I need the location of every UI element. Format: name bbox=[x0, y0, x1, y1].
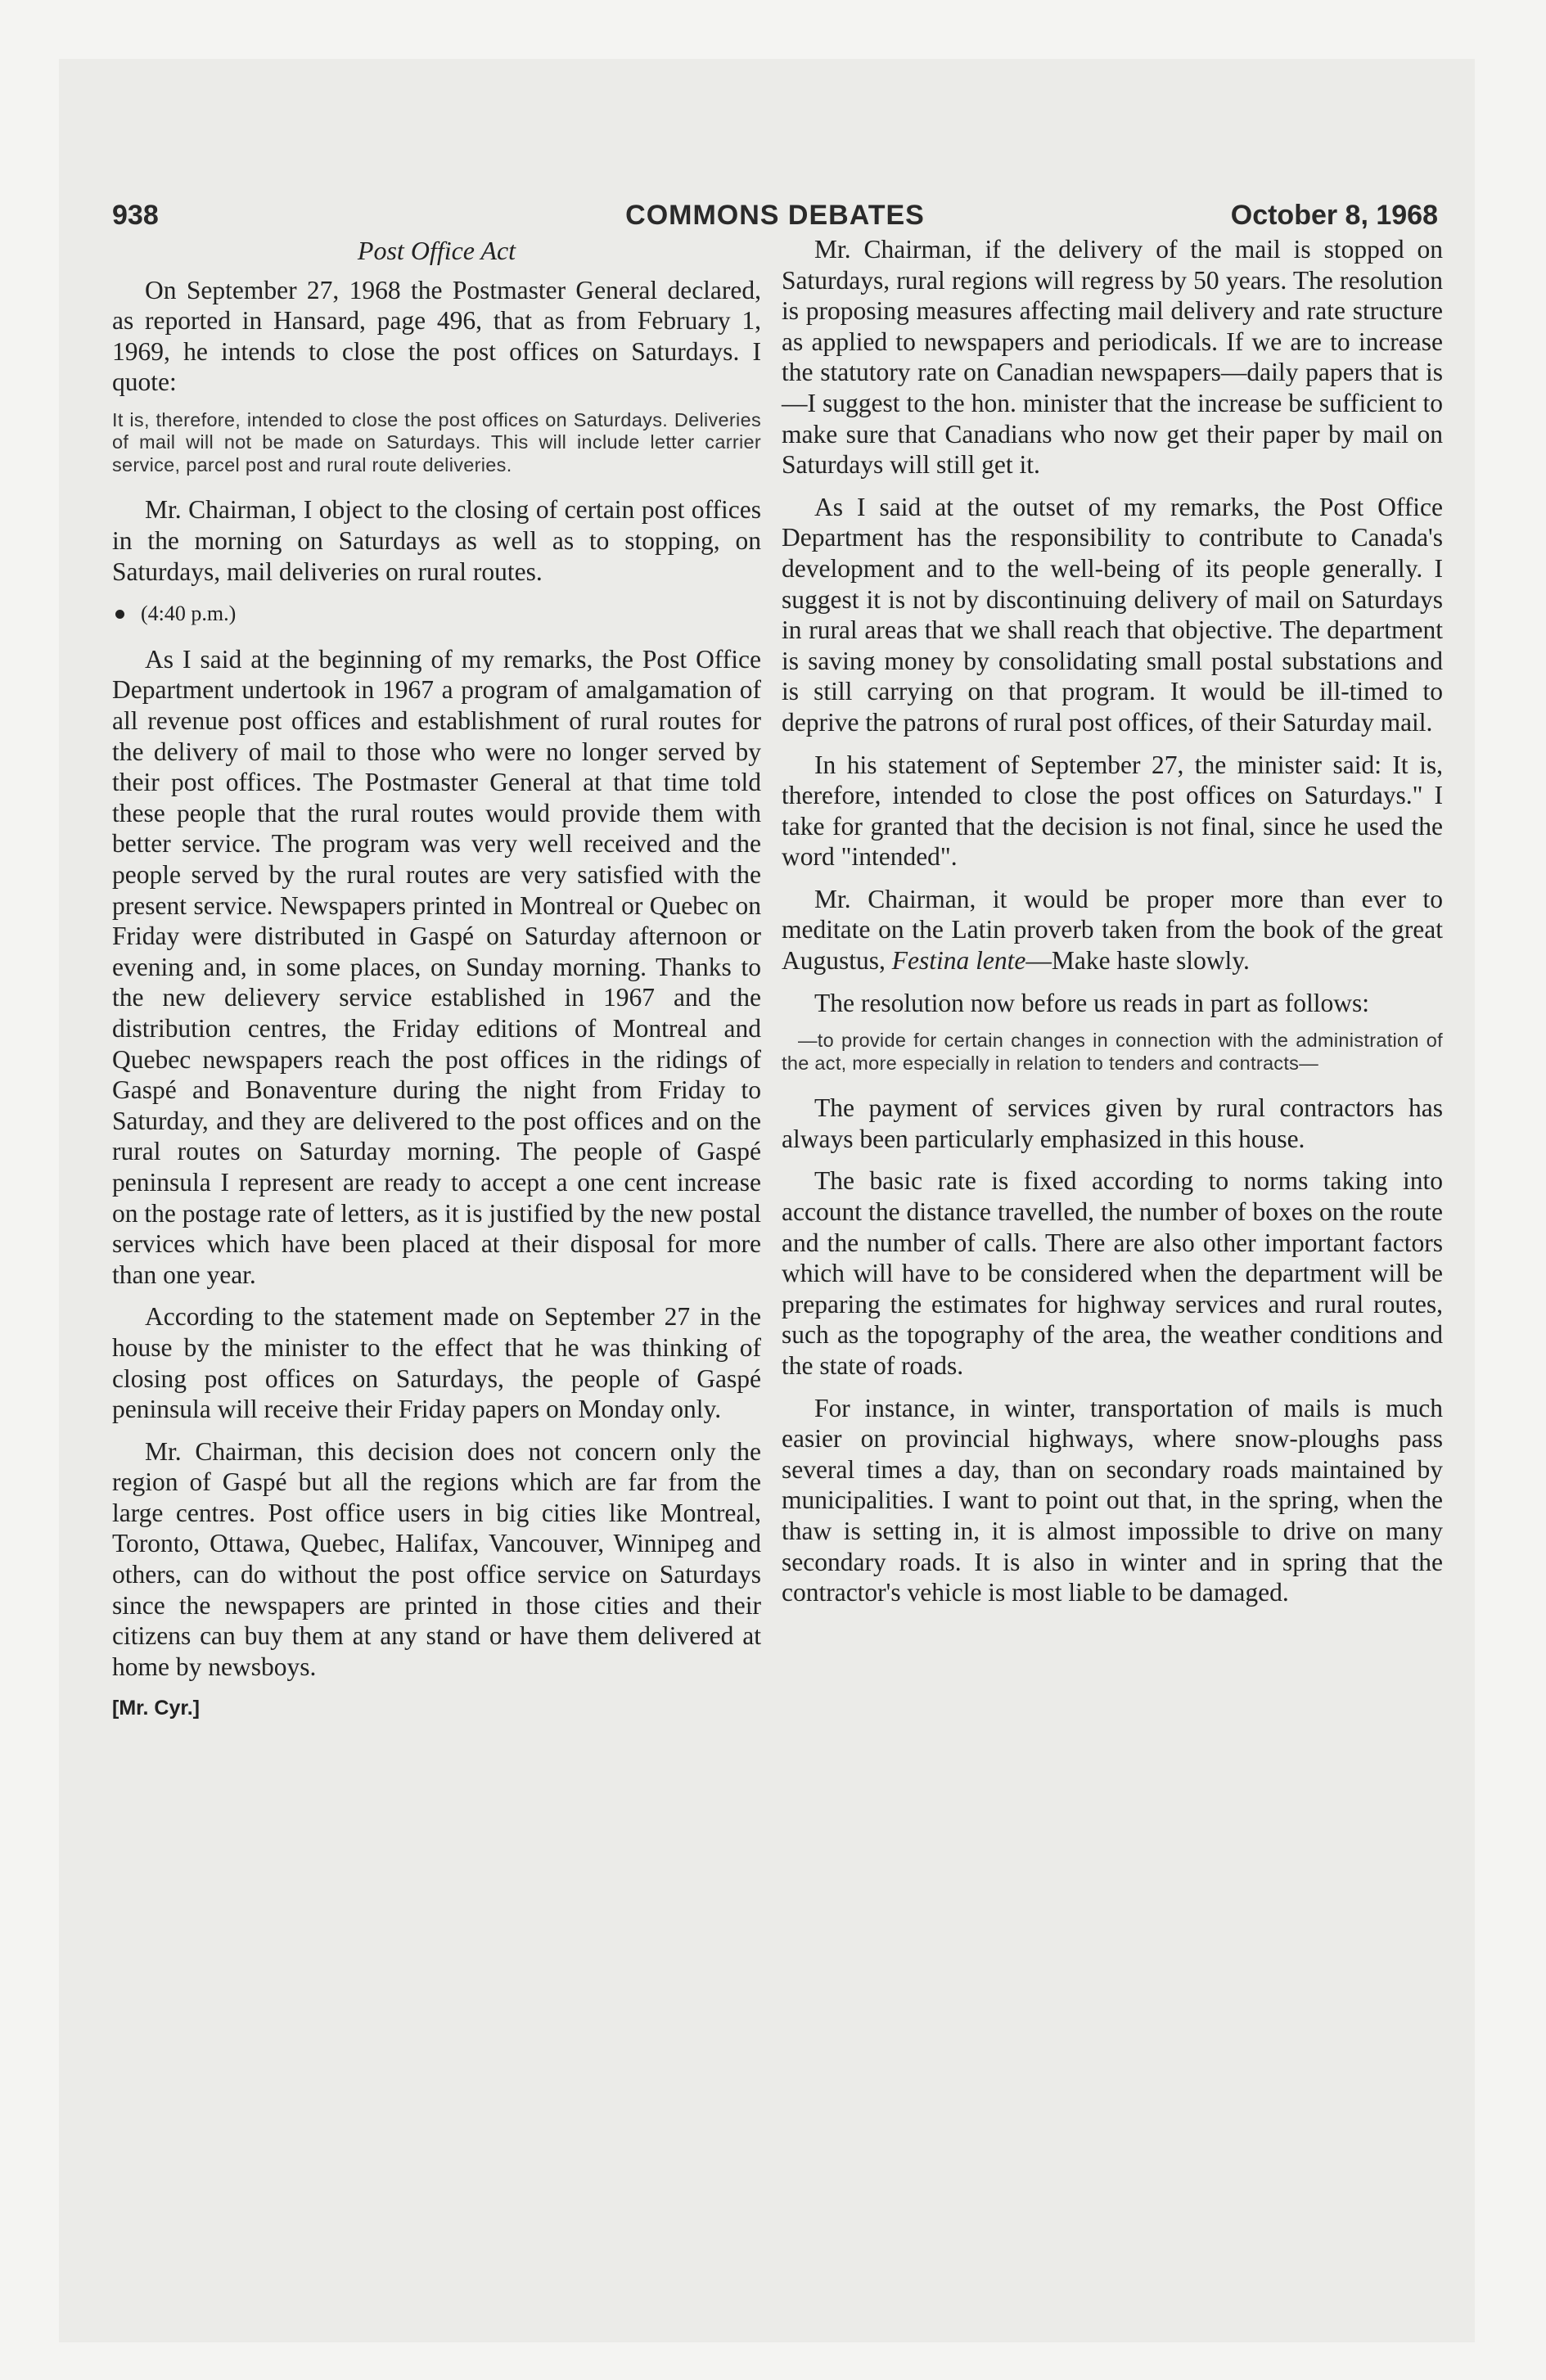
paragraph: The resolution now before us reads in part as follows: bbox=[814, 988, 1369, 1017]
paragraph-text: —Make haste slowly. bbox=[1025, 946, 1250, 976]
publication-date: October 8, 1968 bbox=[1230, 200, 1438, 231]
paragraph: In his statement of September 27, the minister said: It is, therefore, intended to close the post offices on Saturdays." I take for granted that the decision is not final, since he used the word "intended". bbox=[782, 750, 1443, 872]
paragraph bbox=[782, 884, 1443, 976]
section-title: Post Office Act bbox=[357, 236, 516, 265]
paragraph: Mr. Chairman, if the delivery of the mail is stopped on Saturdays, rural regions will regress by 50 years. The resolution is proposing measures affecting mail delivery and rate structure as applied to newspapers and periodicals. If we are to increase the statutory rate on Canadian newspapers—daily papers that is—I suggest to the hon. minister that the increase be sufficient to make sure that Canadians who now get their paper by mail on Saturdays will still get it. bbox=[782, 235, 1443, 480]
publication-title: COMMONS DEBATES bbox=[625, 200, 925, 231]
left-column bbox=[112, 229, 761, 1724]
paragraph: For instance, in winter, transportation of mails is much easier on provincial highways, where snow-ploughs pass several times a day, than on secondary roads maintained by municipalities. I want to point out that, in the spring, when the thaw is setting in, it is almost impossible to drive on many secondary roads. It is also in winter and in spring that the contractor's vehicle is most liable to be damaged. bbox=[782, 1393, 1443, 1607]
bullet-icon bbox=[115, 610, 124, 619]
paragraph: The basic rate is fixed according to norms taking into account the distance travelled, the number of boxes on the route and the number of calls. There are also other important factors which will have to be considered when the department will be preparing the estimates for highway services and rural routes, such as the topography of the area, the weather conditions and the state of roads. bbox=[782, 1166, 1443, 1380]
paragraph: On September 27, 1968 the Postmaster General declared, as reported in Hansard, page 496, that as from February 1, 1969, he intends to close the post offices on Saturdays. I quote: bbox=[112, 275, 761, 397]
paragraph: Mr. Chairman, I object to the closing of certain post offices in the morning on Saturdays as well as to stopping, on Saturdays, mail deliveries on rural routes. bbox=[112, 495, 761, 586]
paragraph-text: Mr. Chairman, it would be proper more than ever to meditate on the Latin proverb taken from the book of the great Augustus, bbox=[782, 884, 1443, 976]
speaker-attribution: [Mr. Cyr.] bbox=[112, 1697, 200, 1720]
right-column bbox=[782, 234, 1443, 1620]
paragraph: As I said at the outset of my remarks, the Post Office Department has the responsibility to contribute to Canada's development and to the well-being of its people generally. I suggest it is not by discontinuing delivery of mail on Saturdays in rural areas that we shall reach that objective. The department is saving money by consolidating small postal substations and is still carrying on that program. It would be ill-timed to deprive the patrons of rural post offices, of their Saturday mail. bbox=[782, 492, 1443, 737]
block-quote: It is, therefore, intended to close the post offices on Saturdays. Deliveries of mail will not be made on Saturdays. This will include letter carrier service, parcel post and rural route deliveries. bbox=[112, 408, 761, 476]
paragraph: According to the statement made on September 27 in the house by the minister to the effect that he was thinking of closing post offices on Saturdays, the people of Gaspé peninsula will receive their Friday papers on Monday only. bbox=[112, 1302, 761, 1424]
timestamp bbox=[112, 598, 761, 629]
block-quote: —to provide for certain changes in connection with the administration of the act, more especially in relation to tenders and contracts— bbox=[782, 1030, 1443, 1074]
latin-proverb: Festina lente bbox=[891, 946, 1026, 976]
timestamp-text: (4:40 p.m.) bbox=[141, 602, 237, 626]
paragraph: As I said at the beginning of my remarks, the Post Office Department undertook in 1967 a program of amalgamation of all revenue post offices and establishment of rural routes for the delivery of mail to those who were no longer served by their post offices. The Postmaster General at that time told these people that the rural routes would provide them with better service. The program was very well received and the people served by the rural routes are very satisfied with the present service. Newspapers printed in Montreal or Quebec on Friday were distributed in Gaspé on Saturday afternoon or evening and, in some places, on Sunday morning. Thanks to the new delievery service established in 1967 and the distribution centres, the Friday editions of Montreal and Quebec newspapers reach the post offices in the ridings of Gaspé and Bonaventure during the night from Friday to Saturday, and they are delivered to the post offices and on the rural routes on Saturday morning. The people of Gaspé peninsula I represent are ready to accept a one cent increase on the postage rate of letters, as it is justified by the new postal services which have been placed at their disposal for more than one year. bbox=[112, 644, 761, 1289]
paragraph: The payment of services given by rural contractors has always been particularly emphasized in this house. bbox=[782, 1093, 1443, 1153]
page-number: 938 bbox=[112, 200, 159, 231]
paragraph: Mr. Chairman, this decision does not concern only the region of Gaspé but all the regions which are far from the large centres. Post office users in big cities like Montreal, Toronto, Ottawa, Quebec, Halifax, Vancouver, Winnipeg and others, can do without the post office service on Saturdays since the newspapers are printed in those cities and their citizens can buy them at any stand or have them delivered at home by newsboys. bbox=[112, 1436, 761, 1681]
